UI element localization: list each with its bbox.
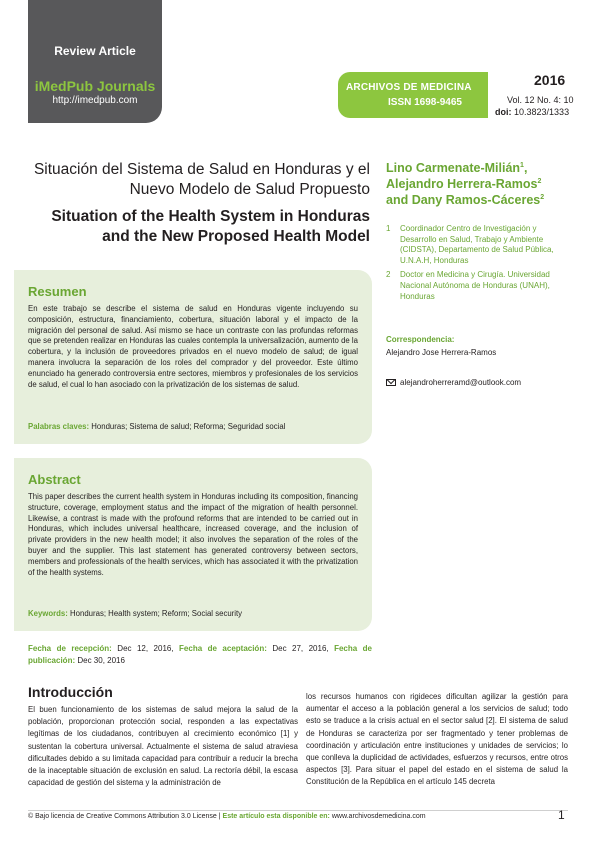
introduction-heading: Introducción <box>28 684 113 700</box>
volume-info: Vol. 12 No. 4: 10 <box>507 95 574 105</box>
journal-band <box>338 72 488 118</box>
title-spanish: Situación del Sistema de Salud en Honduras y el Nuevo Modelo de Salud Propuesto <box>33 161 370 198</box>
correspondence-email[interactable] <box>386 378 521 387</box>
author: and Dany Ramos-Cáceres$^2$ <box>386 193 545 207</box>
publication-year: 2016 <box>534 72 566 88</box>
affiliation-list <box>386 224 571 306</box>
doi: doi: 10.3823/1333 <box>495 107 570 117</box>
publisher-name: iMedPub Journals <box>34 78 156 94</box>
article-type: Review Article <box>54 44 136 58</box>
publisher-url[interactable]: http://imedpub.com <box>52 95 138 106</box>
affiliation: 1 Coordinador Centro de Investigación y Desarrollo en Salud, Trabajo y Ambiente (CIDSTA), Departamento de Salud Pública, U.N.A.H, Honduras <box>386 224 554 265</box>
abstract-box <box>14 458 372 631</box>
journal-header-box <box>28 0 162 123</box>
title-english: Situation of the Health System in Honduras and the New Proposed Health Model <box>51 208 370 245</box>
journal-issn: ISSN 1698-9465 <box>388 97 462 108</box>
resumen-heading: Resumen <box>28 284 87 299</box>
resumen-box <box>14 270 372 444</box>
abstract-keywords: Keywords: Honduras; Health system; Reform; Social security <box>28 609 243 618</box>
author: Lino Carmenate-Milián$^1$, <box>386 161 528 175</box>
author: Alejandro Herrera-Ramos$^2$ <box>386 177 542 191</box>
author-list <box>386 160 586 208</box>
mail-icon <box>386 379 396 386</box>
correspondence-name: Alejandro Jose Herrera-Ramos <box>386 348 497 357</box>
abstract-body: This paper describes the current health system in Honduras including its composition, financing structure, coverage, employment status and the impact of the migration of health personnel. Likewise, a contrast is made with the profound reforms that are intended to be carried out in Honduras, which includes universal healthcare, increased coverage, and the inclusion of private providers in the new health model; it also involves the separation of the roles of the buyer and the supplier. This last statement has generated controversy between sectors, members and professionals of the health services, which has associated it with the privatization of the health systems. <box>28 492 358 577</box>
introduction-column-right: los recursos humanos con rigideces dificultan agilizar la gestión para aumentar el acceso a la población general a los servicios de salud; todo esto se traduce a la crisis actual en el sector salud [2]. El sistema de salud de Honduras se caracteriza por ser fragmentado y tener problemas de coordinación y articulación entre instituciones y unidades de servicios; lo que conlleva la duplicidad de actividades, esfuerzos y recursos, entre otros aspectos [3]. Para situar el papel del estado en el sistema de salud la Constitución de la República en el artículo 145 decreta <box>306 692 568 787</box>
footer-divider <box>28 810 568 811</box>
footer-site-link[interactable]: www.archivosdemedicina.com <box>329 813 426 820</box>
introduction-column-left: El buen funcionamiento de los sistemas de salud mejora la salud de la población, proporcionan protección social, responden a las expectativas legítimas de los ciudadanos, contribuyen al crecimiento económico [1] y sustentan la cobertura universal. Actualmente el sistema de salud atraviesa dificultades debido a su limitada capacidad para contribuir a reducir la brecha de la inaceptable situación de exclusión en salud. La rectoría débil, la escasa capacidad de gestión del sistema y la administración de <box>28 705 298 788</box>
resumen-keywords: Palabras claves: Honduras; Sistema de salud; Reforma; Seguridad social <box>28 422 286 431</box>
doi-value[interactable]: 10.3823/1333 <box>514 107 570 117</box>
affiliation: 2 Doctor en Medicina y Cirugía. Universidad Nacional Autónoma de Honduras (UNAH), Honduras <box>386 270 550 301</box>
article-dates: Fecha de recepción: Dec 12, 2016, Fecha de aceptación: Dec 27, 2016, Fecha de publicación: Dec 30, 2016 <box>28 644 373 665</box>
correspondence-label: Correspondencia: <box>386 335 455 344</box>
abstract-heading: Abstract <box>28 472 81 487</box>
page-number: 1 <box>558 808 565 822</box>
email-address[interactable]: alejandroherreramd@outlook.com <box>400 378 522 387</box>
resumen-body: En este trabajo se describe el sistema de salud en Honduras vigente incluyendo su composición, estructura, financiamiento, cobertura, situación laboral y el impacto de la migración del personal de salud. Así mismo se hace un contraste con las profundas reformas que se pretenden realizar en Honduras las cuales contempla la universalización, aumento de la cobertura, y la inclusión de proveedores privados en el nuevo modelo de salud; de igual manera involucra la separación de los roles del comprador y del proveedor. Este último enunciado ha generado controversia entre sectores, miembros y profesionales de los servicios de salud, el cual lo han asociado con la privatización de los sistemas de salud. <box>28 304 358 389</box>
footer-license: © Bajo licencia de Creative Commons Attribution 3.0 License | Este artículo esta disponible en: www.archivosdemedicina.com <box>28 813 426 820</box>
journal-name: ARCHIVOS DE MEDICINA <box>346 82 472 93</box>
